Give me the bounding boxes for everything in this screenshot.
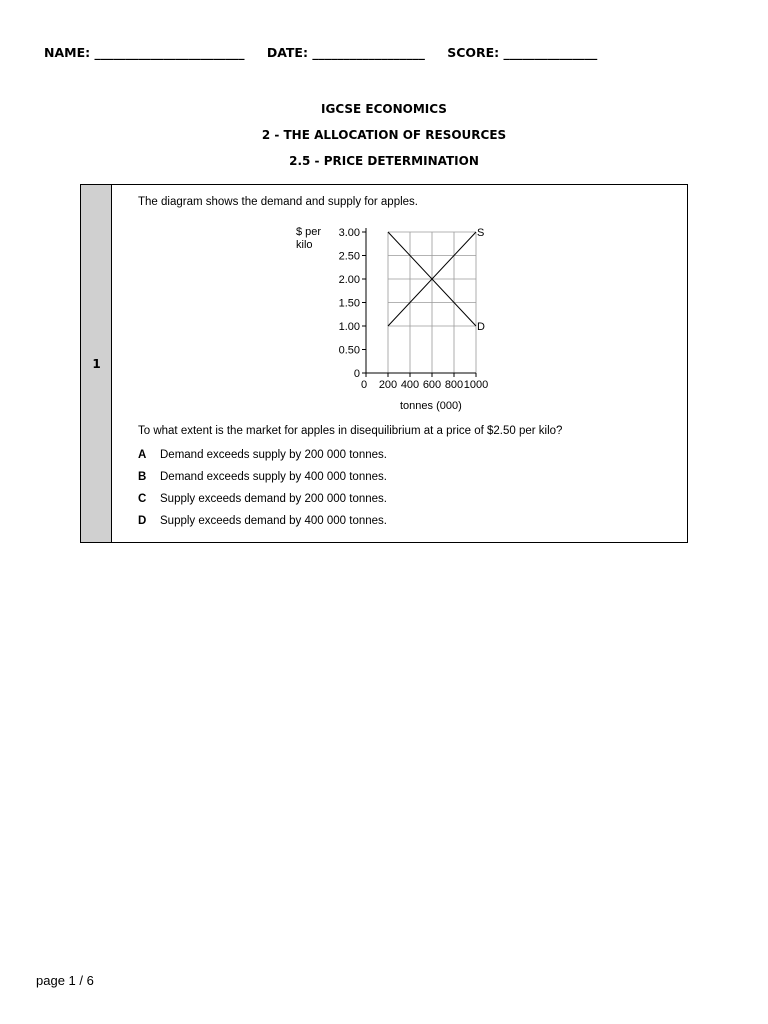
student-info-header: [44, 45, 615, 60]
option-c[interactable]: [138, 493, 387, 505]
y-tick-label: 0: [353, 368, 360, 380]
x-tick-label: 0: [360, 379, 368, 391]
topic-title: 2.5 - PRICE DETERMINATION: [289, 154, 479, 168]
series-label-d: D: [477, 321, 485, 333]
score-field: SCORE: _______________: [447, 45, 598, 60]
y-tick-label: 0.50: [338, 344, 360, 357]
y-axis-label: kilo: [296, 239, 313, 251]
x-tick-label: 1000: [463, 379, 489, 391]
option-letter: A: [138, 449, 147, 461]
option-text: Supply exceeds demand by 400 000 tonnes.: [160, 515, 387, 527]
question-content: [112, 185, 687, 542]
date-field: DATE: __________________: [266, 45, 425, 60]
y-tick-label: 2.50: [338, 250, 360, 263]
y-axis-label: $ per: [296, 226, 322, 238]
x-tick-label: 200: [378, 379, 398, 391]
page-footer: page 1 / 6: [36, 973, 94, 988]
x-tick-label: 400: [400, 379, 420, 391]
question-table: [80, 184, 688, 543]
question-prompt: To what extent is the market for apples in disequilibrium at a price of $2.50 per kilo?: [138, 425, 563, 437]
y-tick-label: 1.00: [338, 321, 360, 333]
subject-title: IGCSE ECONOMICS: [321, 102, 447, 116]
name-field: NAME: ________________________: [44, 45, 245, 60]
question-number: 1: [92, 357, 101, 371]
option-text: Demand exceeds supply by 200 000 tonnes.: [160, 449, 387, 461]
question-intro: The diagram shows the demand and supply for apples.: [138, 196, 418, 208]
option-letter: D: [138, 515, 147, 527]
series-label-s: S: [477, 227, 485, 239]
y-tick-label: 1.50: [338, 297, 360, 310]
option-letter: B: [138, 471, 147, 483]
option-b[interactable]: [138, 471, 387, 483]
question-number-cell: [81, 185, 112, 542]
option-text: Supply exceeds demand by 200 000 tonnes.: [160, 493, 387, 505]
x-tick-label: 600: [422, 379, 442, 391]
option-d[interactable]: [138, 515, 387, 527]
x-tick-label: 800: [444, 379, 464, 391]
supply-demand-chart: [262, 219, 522, 419]
y-tick-label: 2.00: [338, 274, 360, 286]
x-axis-label: tonnes (000): [400, 400, 462, 412]
unit-title: 2 - THE ALLOCATION OF RESOURCES: [261, 128, 507, 142]
option-letter: C: [138, 493, 147, 505]
y-tick-label: 3.00: [338, 227, 360, 239]
option-text: Demand exceeds supply by 400 000 tonnes.: [160, 471, 387, 483]
option-a[interactable]: [138, 449, 387, 461]
